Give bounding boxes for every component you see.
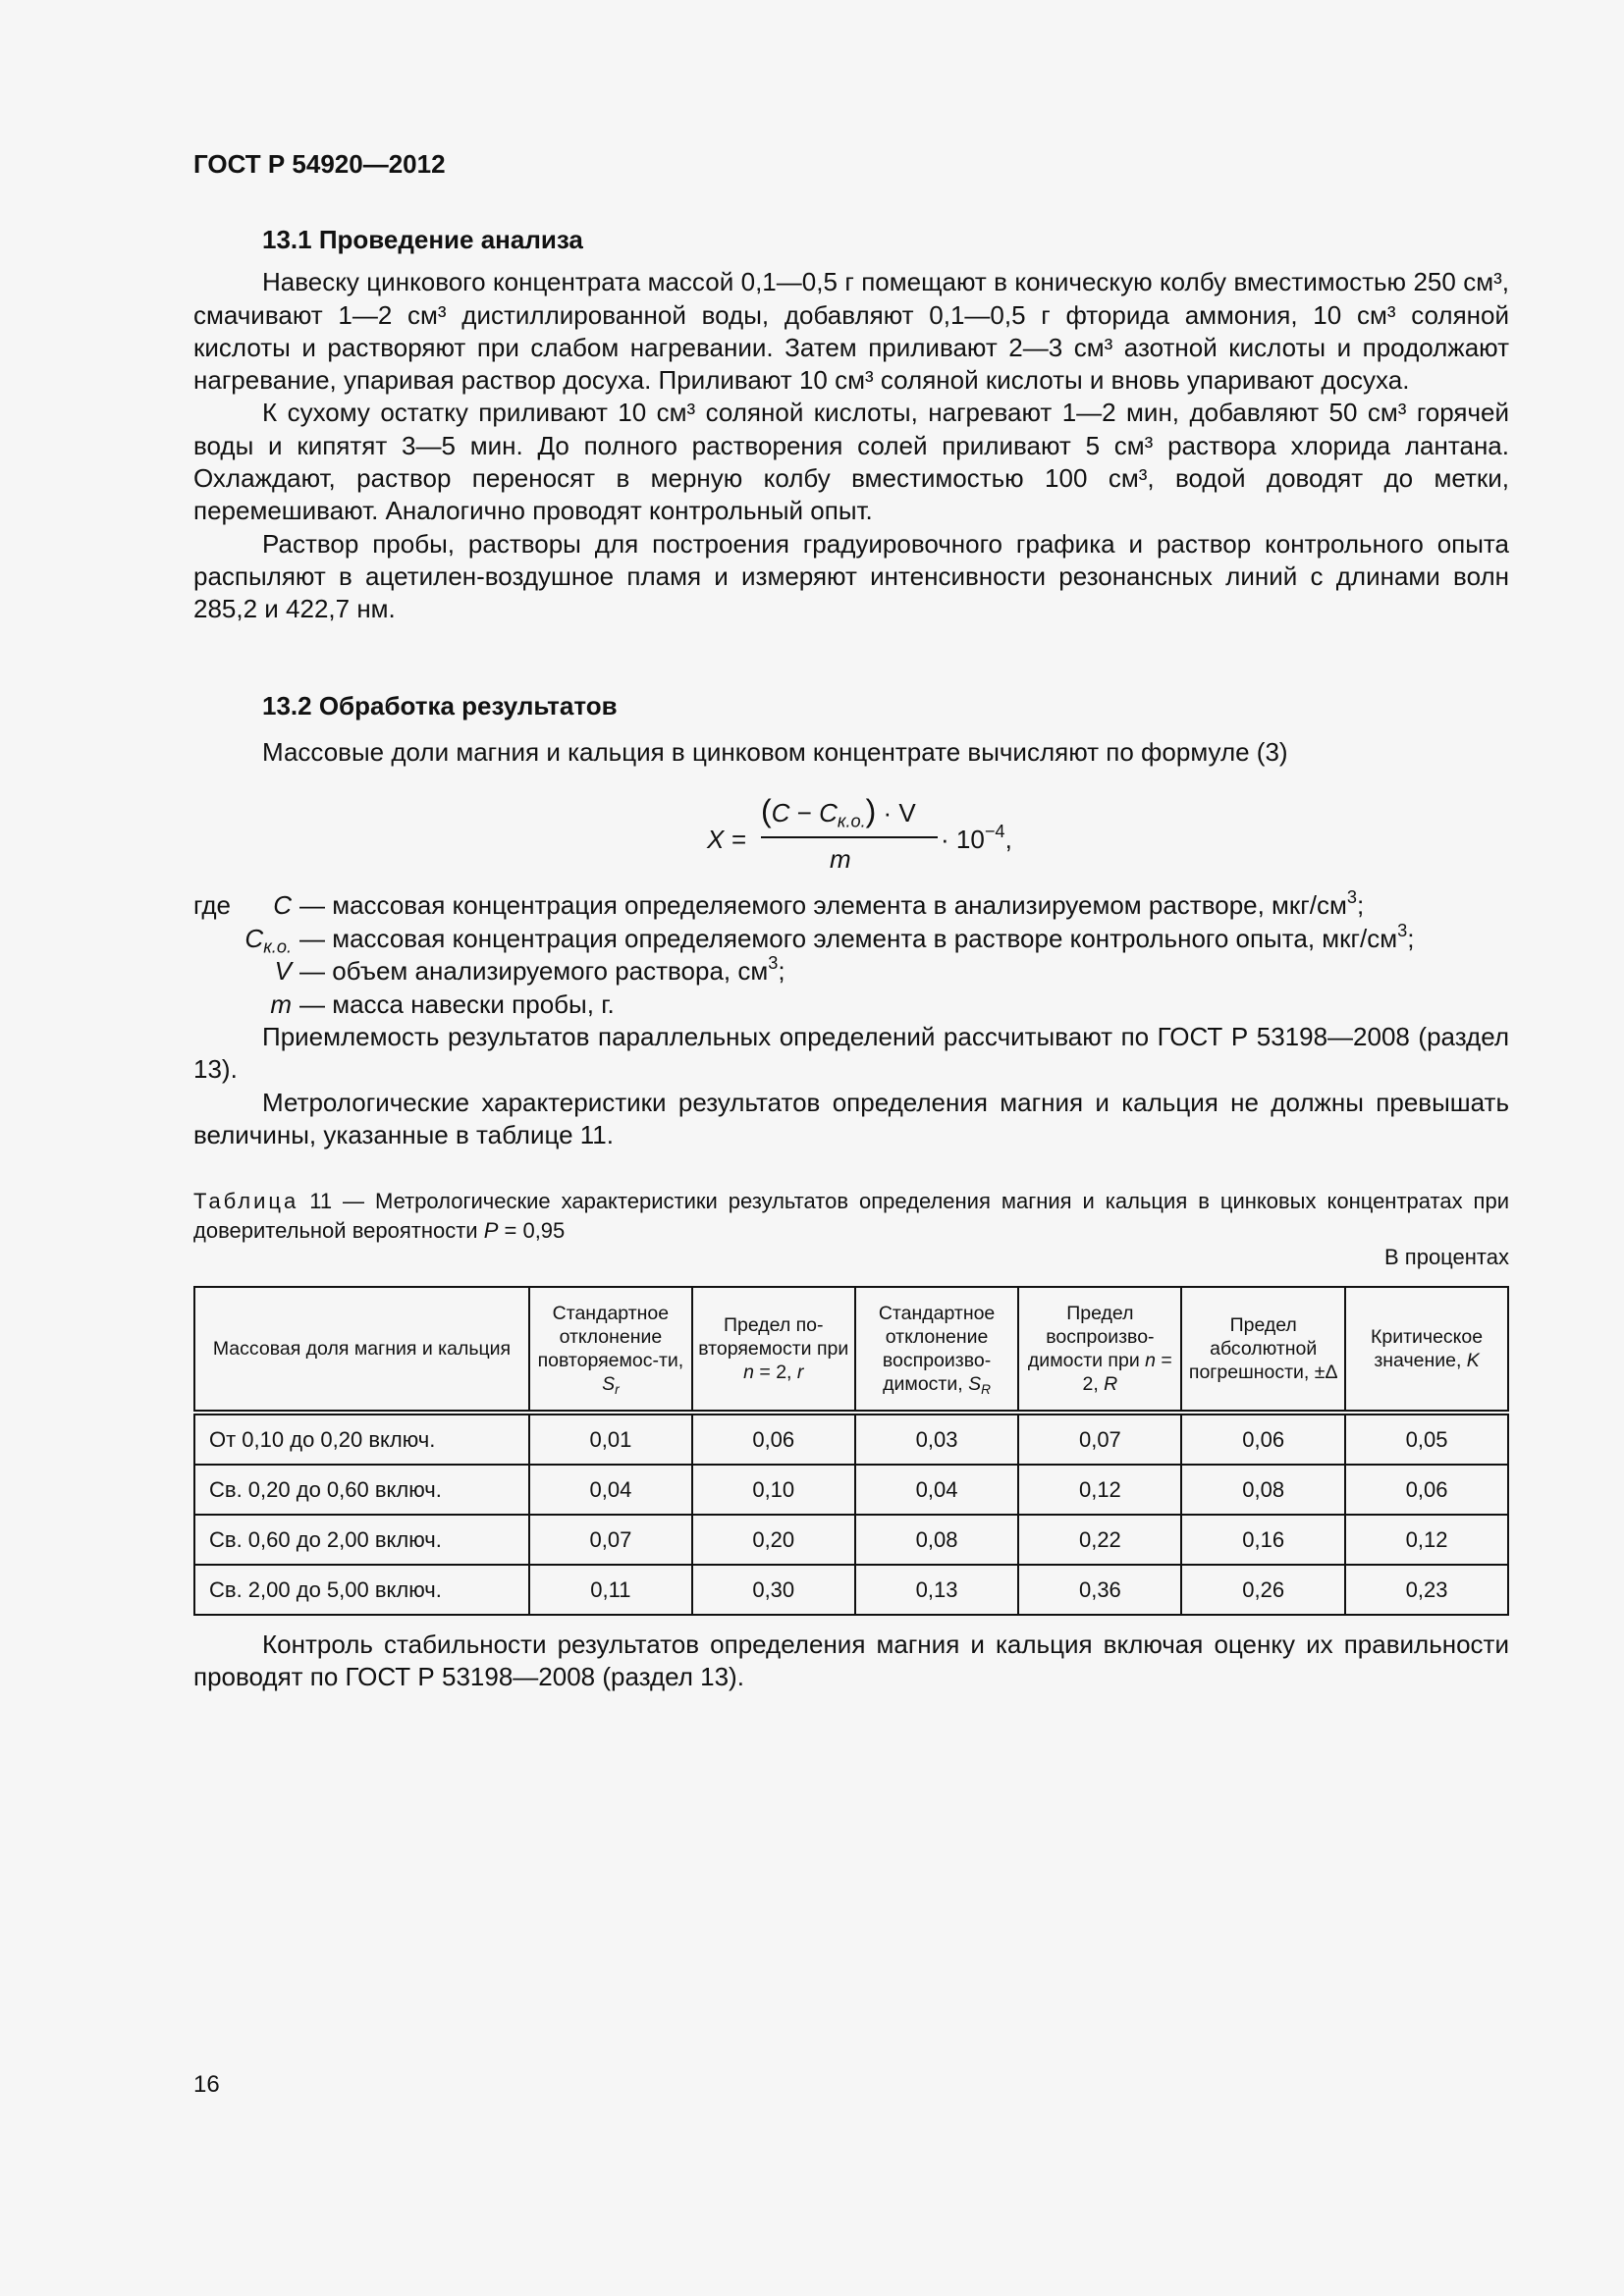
definition-row: где C — массовая концентрация определяемого элемента в анализируемом растворе, мкг/$см^3$; xyxy=(193,889,1509,923)
table-cell: Св. 0,60 до 2,00 включ. xyxy=(194,1515,529,1565)
definition-row: V — объем анализируемого раствора, $см^3$; xyxy=(274,953,785,986)
table-row xyxy=(194,1413,1508,1465)
column-header: Предел воспроизво-димости при n = 2, R xyxy=(1018,1287,1181,1413)
column-header: Массовая доля магния и кальция xyxy=(194,1287,529,1413)
table-cell: 0,12 xyxy=(1018,1465,1181,1515)
table-cell: 0,10 xyxy=(692,1465,855,1515)
document-header: ГОСТ Р 54920—2012 xyxy=(193,149,446,179)
symbol-definitions xyxy=(193,889,1509,1021)
table-cell: 0,04 xyxy=(529,1465,692,1515)
table-cell: 0,36 xyxy=(1018,1565,1181,1615)
paragraph: Приемлемость результатов параллельных определений рассчитывают по ГОСТ Р 53198—2008 (раздел 13). xyxy=(193,1022,1509,1085)
table-unit: В процентах xyxy=(1384,1245,1509,1269)
paragraph: Раствор пробы, растворы для построения градуировочного графика и раствор контрольного опыта распыляют в ацетилен-воздушное пламя и измеряют интенсивности резонансных линий с длинами волн 285,2 и 422,7 нм. xyxy=(193,528,1509,624)
paragraph: Метрологические характеристики результатов определения магния и кальция не должны превышать величины, указанные в таблице 11. xyxy=(193,1087,1509,1149)
table-cell: 0,07 xyxy=(529,1515,692,1565)
page-number: 16 xyxy=(193,2071,220,2098)
formula-3 xyxy=(707,793,1041,881)
table-cell: 0,03 xyxy=(855,1413,1019,1465)
table-cell: 0,23 xyxy=(1345,1565,1508,1615)
table-cell: 0,07 xyxy=(1018,1413,1181,1465)
table-cell: 0,01 xyxy=(529,1413,692,1465)
definition-row: m — масса навески пробы, г. xyxy=(270,988,615,1019)
paragraph: К сухому остатку приливают 10 см³ соляной кислоты, нагревают 1—2 мин, добавляют 50 см³ горячей воды и кипятят 3—5 мин. До полного растворения солей приливают 5 см³ раствора хлорида лантана. Охлаждают, раствор переносят в мерную колбу вместимостью 100 см³, водой доводят до метки, перемешивают. Аналогично проводят контрольный опыт. xyxy=(193,398,1509,526)
column-header: Стандартное отклонение повторяемос-ти, $S_r$ xyxy=(529,1287,692,1413)
metrology-table xyxy=(193,1286,1509,1616)
closing-paragraph-block xyxy=(193,1629,1509,1694)
section-heading: 13.1 Проведение анализа xyxy=(262,225,583,254)
table-cell: 0,06 xyxy=(1345,1465,1508,1515)
column-header: Стандартное отклонение воспроизво-димости, $S_R$ xyxy=(855,1287,1019,1413)
table-cell: 0,11 xyxy=(529,1565,692,1615)
table-cell: От 0,10 до 0,20 включ. xyxy=(194,1413,529,1465)
column-header: Предел по-вторяемости при n = 2, r xyxy=(692,1287,855,1413)
table-cell: 0,08 xyxy=(855,1515,1019,1565)
column-header: Критическое значение, K xyxy=(1345,1287,1508,1413)
definition-row: $C_{к.о.}$ — массовая концентрация определяемого элемента в растворе контрольного опыта, мкг/$см^3$; xyxy=(244,920,1415,956)
table-cell: 0,12 xyxy=(1345,1515,1508,1565)
paragraph: Навеску цинкового концентрата массой 0,1—0,5 г помещают в коническую колбу вместимостью 250 см³, смачивают 1—2 см³ дистиллированной воды, добавляют 0,1—0,5 г фторида аммония, 10 см³ соляной кислоты и растворяют при слабом нагревании. Затем приливают 2—3 см³ азотной кислоты и продолжают нагревание, упаривая раствор досуха. Приливают 10 см³ соляной кислоты и вновь упаривают досуха. xyxy=(193,267,1509,396)
table-cell: 0,05 xyxy=(1345,1413,1508,1465)
table-cell: 0,22 xyxy=(1018,1515,1181,1565)
table-cell: 0,04 xyxy=(855,1465,1019,1515)
table-row xyxy=(194,1465,1508,1515)
formula-numerator: $(C - C_{к.о.}) \cdot V$ xyxy=(761,793,916,831)
table-cell: 0,08 xyxy=(1181,1465,1345,1515)
paragraph: Массовые доли магния и кальция в цинковом концентрате вычисляют по формуле (3) xyxy=(262,737,1288,768)
table-row xyxy=(194,1515,1508,1565)
formula-denominator: m xyxy=(830,844,851,874)
table-cell: 0,30 xyxy=(692,1565,855,1615)
section-13-1 xyxy=(193,224,1509,626)
where-word: где xyxy=(193,890,231,920)
column-header: Предел абсолютной погрешности, ±Δ xyxy=(1181,1287,1345,1413)
paragraph: Контроль стабильности результатов определения магния и кальция включая оценку их правильности проводят по ГОСТ Р 53198—2008 (раздел 13). xyxy=(193,1629,1509,1692)
table-row xyxy=(194,1565,1508,1615)
table-cell: 0,16 xyxy=(1181,1515,1345,1565)
fraction-bar xyxy=(761,836,938,838)
table-cell: 0,06 xyxy=(692,1413,855,1465)
table-cell: 0,26 xyxy=(1181,1565,1345,1615)
table-cell: Св. 2,00 до 5,00 включ. xyxy=(194,1565,529,1615)
formula-lhs: X = xyxy=(707,825,746,854)
table-cell: 0,20 xyxy=(692,1515,855,1565)
table-caption: Таблица 11 — Метрологические характеристики результатов определения магния и кальция в цинковых концентратах при доверительной вероятности P = 0,95 xyxy=(193,1189,1509,1243)
section-13-2 xyxy=(193,690,1509,770)
section-13-2-continued xyxy=(193,1021,1509,1151)
table-cell: 0,13 xyxy=(855,1565,1019,1615)
section-heading: 13.2 Обработка результатов xyxy=(262,691,618,721)
table-cell: Св. 0,20 до 0,60 включ. xyxy=(194,1465,529,1515)
table-cell: 0,06 xyxy=(1181,1413,1345,1465)
table-header-row xyxy=(194,1287,1508,1413)
formula-multiplier: · $10^{-4}$, xyxy=(941,822,1012,854)
